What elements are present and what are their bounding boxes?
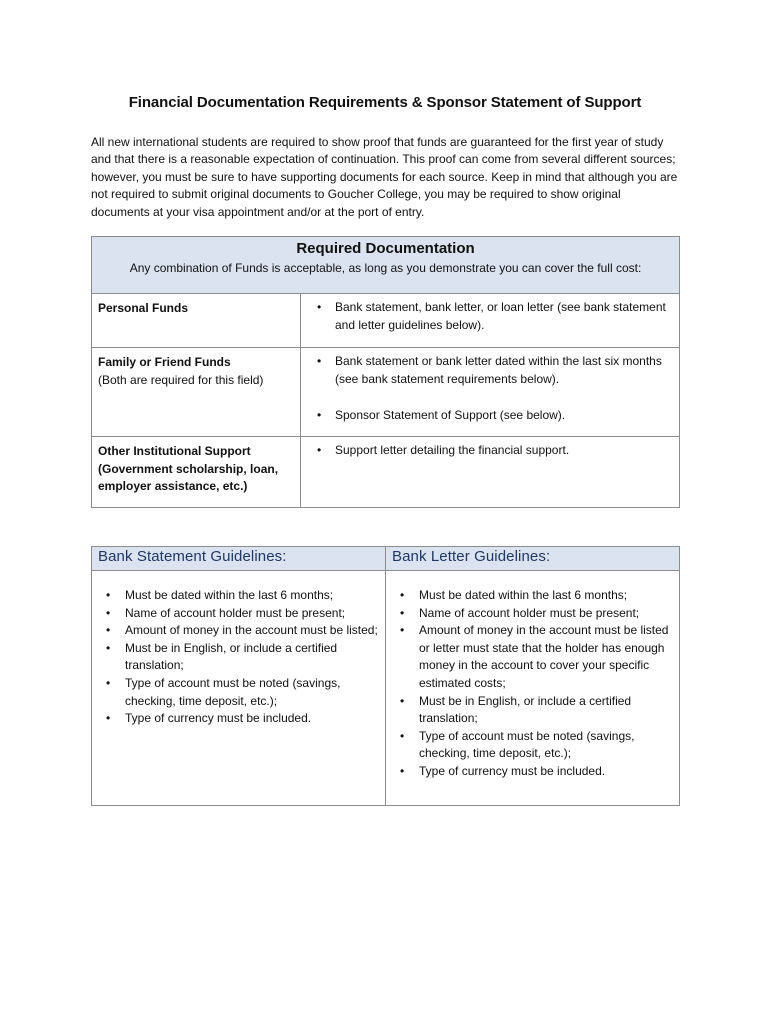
bank-letter-list-cell xyxy=(386,571,680,806)
list-item: • Amount of money in the account must be listed; xyxy=(98,622,379,640)
required-documentation-subheading: Any combination of Funds is acceptable, as long as you demonstrate you can cover the full cost: xyxy=(129,261,642,275)
items-cell xyxy=(301,348,680,437)
category-label: Other Institutional Support (Government scholarship, loan, employer assistance, etc.) xyxy=(98,444,279,493)
list-item: • Type of account must be noted (savings, checking, time deposit, etc.); xyxy=(98,675,379,710)
items-cell xyxy=(301,294,680,348)
category-label: Personal Funds xyxy=(98,301,189,315)
bank-statement-header xyxy=(92,547,386,571)
category-label: Family or Friend Funds xyxy=(98,355,231,369)
required-documentation-header xyxy=(92,237,680,294)
list-item: • Sponsor Statement of Support (see below). xyxy=(311,406,671,424)
list-item: • Type of currency must be included. xyxy=(98,710,379,728)
list-item: • Name of account holder must be present; xyxy=(98,605,379,623)
bank-statement-heading: Bank Statement Guidelines: xyxy=(98,548,287,565)
list-item: • Type of currency must be included. xyxy=(392,763,673,781)
document-title: Financial Documentation Requirements & Sponsor Statement of Support xyxy=(128,94,642,111)
category-cell xyxy=(92,437,301,508)
list-item: • Bank statement, bank letter, or loan letter (see bank statement and letter guidelines below). xyxy=(311,298,671,334)
list-item: • Amount of money in the account must be listed or letter must state that the holder has enough money in the account to cover your specific estimated costs; xyxy=(392,622,673,692)
category-cell xyxy=(92,348,301,437)
bank-statement-list xyxy=(98,587,379,728)
bank-letter-header xyxy=(386,547,680,571)
bank-letter-heading: Bank Letter Guidelines: xyxy=(392,548,551,565)
list-item: • Must be dated within the last 6 months; xyxy=(392,587,673,605)
category-note: (Both are required for this field) xyxy=(98,372,264,387)
bank-statement-list-cell xyxy=(92,571,386,806)
list-item: • Must be in English, or include a certified translation; xyxy=(98,640,379,675)
list-item: • Type of account must be noted (savings, checking, time deposit, etc.); xyxy=(392,728,673,763)
list-item: • Bank statement or bank letter dated within the last six months (see bank statement requirements below). xyxy=(311,352,671,388)
items-cell xyxy=(301,437,680,508)
list-item: • Must be in English, or include a certified translation; xyxy=(392,693,673,728)
intro-paragraph: All new international students are required to show proof that funds are guaranteed for the first year of study and that there is a reasonable expectation of continuation. This proof can come from several different sources; however, you must be sure to have supporting documents for each source. Keep in mind that although you are not required to submit original documents to Goucher College, you may be required to show original documents at your visa appointment and/or at the port of entry. xyxy=(91,135,678,219)
table-row xyxy=(92,294,680,348)
bank-letter-list xyxy=(392,587,673,781)
category-cell xyxy=(92,294,301,348)
required-documentation-table xyxy=(91,236,680,508)
list-item: • Name of account holder must be present; xyxy=(392,605,673,623)
list-item: • Must be dated within the last 6 months; xyxy=(98,587,379,605)
required-documentation-heading: Required Documentation xyxy=(296,240,475,257)
table-row xyxy=(92,437,680,508)
list-item: • Support letter detailing the financial support. xyxy=(311,441,671,459)
table-row xyxy=(92,348,680,437)
guidelines-table xyxy=(91,546,680,806)
